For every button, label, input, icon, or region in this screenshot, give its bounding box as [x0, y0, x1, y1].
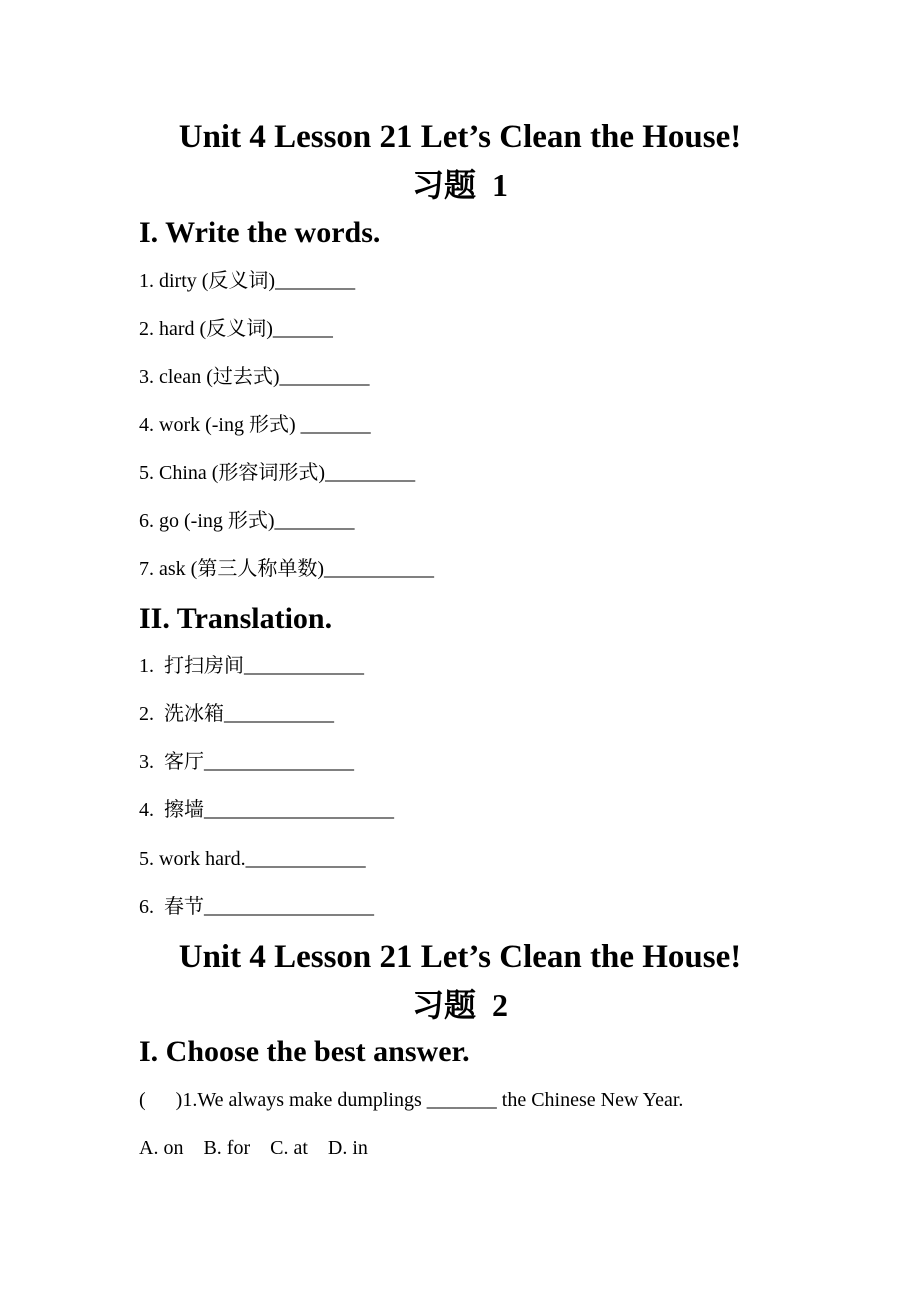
- list-item: 4. work (-ing 形式) _______: [139, 414, 371, 436]
- exercise1-title: Unit 4 Lesson 21 Let’s Clean the House!: [178, 119, 742, 155]
- list-item: 5. China (形容词形式)_________: [139, 462, 416, 484]
- list-item: 1. dirty (反义词)________: [139, 270, 356, 292]
- list-item: 2. 洗冰箱___________: [139, 703, 334, 725]
- list-item: 3. clean (过去式)_________: [139, 366, 370, 388]
- section-heading-write-words: I. Write the words.: [139, 216, 381, 249]
- section-heading-translation: II. Translation.: [139, 602, 333, 635]
- exercise2-subtitle: 习题 2: [411, 987, 508, 1023]
- list-item: 6. 春节_________________: [139, 896, 374, 918]
- answer-options: A. on B. for C. at D. in: [139, 1137, 368, 1159]
- list-item: 6. go (-ing 形式)________: [139, 510, 355, 532]
- list-item: 1. 打扫房间____________: [139, 655, 364, 677]
- list-item: 3. 客厅_______________: [139, 751, 354, 773]
- list-item: 2. hard (反义词)______: [139, 318, 333, 340]
- section-heading-choose: I. Choose the best answer.: [139, 1035, 470, 1068]
- question: ( )1.We always make dumplings _______ the Chinese New Year.: [139, 1089, 684, 1111]
- list-item: 7. ask (第三人称单数)___________: [139, 558, 434, 580]
- list-item: 4. 擦墙___________________: [139, 799, 394, 821]
- list-item: 5. work hard.____________: [139, 848, 366, 870]
- exercise1-subtitle: 习题 1: [411, 167, 508, 203]
- exercise2-title: Unit 4 Lesson 21 Let’s Clean the House!: [178, 939, 742, 975]
